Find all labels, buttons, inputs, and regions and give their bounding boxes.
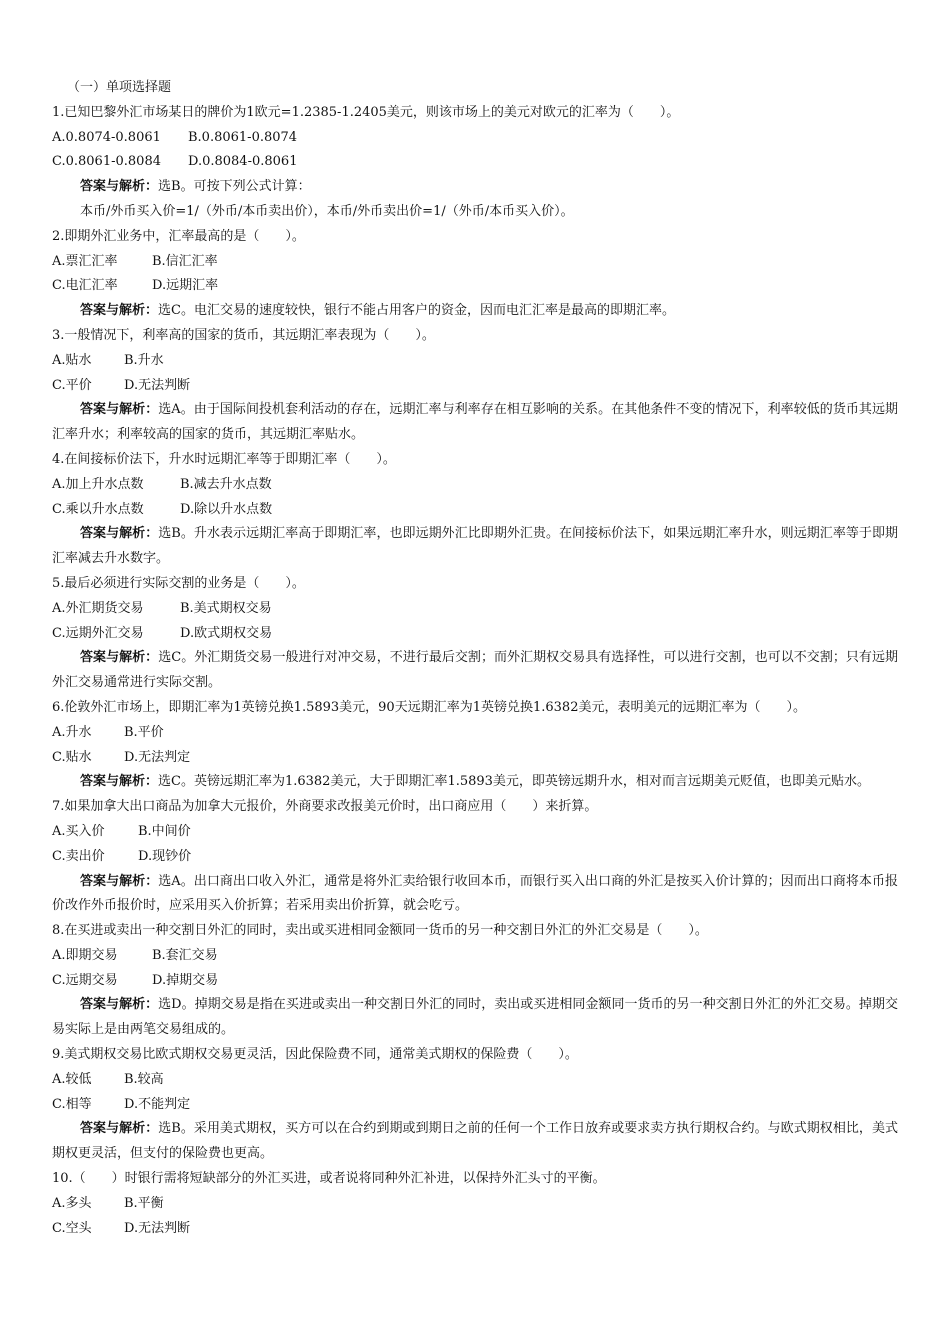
option-d: D.除以升水点数	[180, 501, 273, 517]
question-block	[52, 101, 898, 225]
options-row	[52, 126, 898, 151]
options-row	[52, 746, 898, 771]
option-d: D.0.8084-0.8061	[188, 154, 298, 170]
answer-label: 答案与解析：	[80, 873, 159, 889]
option-b: B.减去升水点数	[180, 476, 272, 492]
answer-label: 答案与解析：	[80, 402, 159, 418]
question-block	[52, 324, 898, 448]
option-b: B.较高	[124, 1071, 164, 1087]
question-text: 9.美式期权交易比欧式期权交易更灵活，因此保险费不同，通常美式期权的保险费（ ）。	[52, 1047, 578, 1063]
option-b: B.美式期权交易	[180, 600, 272, 616]
answer-label: 答案与解析：	[80, 179, 159, 195]
question-text: 2.即期外汇业务中，汇率最高的是（ ）。	[52, 228, 305, 244]
analysis-text: 选B。采用美式期权，买方可以在合约到期或到期日之前的任何一个工作日放弃或要求卖方执行期权合约。与欧式期权相比，美式期权更灵活，但支付的保险费也更高。	[52, 1121, 898, 1162]
options-row	[52, 473, 898, 498]
question-text: 4.在间接标价法下，升水时远期汇率等于即期汇率（ ）。	[52, 451, 396, 467]
option-c: C.相等	[52, 1096, 92, 1112]
answer-analysis	[52, 993, 898, 1043]
answer-analysis	[52, 175, 898, 200]
analysis-text: 选C。英镑远期汇率为1.6382美元，大于即期汇率1.5893美元，即英镑远期升水，相对而言远期美元贬值，也即美元贴水。	[158, 774, 870, 790]
option-a: A.0.8074-0.8061	[52, 129, 161, 145]
option-a: A.较低	[52, 1071, 92, 1087]
option-c: C.卖出价	[52, 848, 105, 864]
question-text: 6.伦敦外汇市场上，即期汇率为1英镑兑换1.5893美元，90天远期汇率为1英镑兑换1.6382美元，表明美元的远期汇率为（ ）。	[52, 699, 806, 715]
question-text: 3.一般情况下，利率高的国家的货币，其远期汇率表现为（ ）。	[52, 327, 435, 343]
options-row	[52, 1093, 898, 1118]
option-a: A.买入价	[52, 823, 105, 839]
option-c: C.贴水	[52, 749, 92, 765]
question-text: 8.在买进或卖出一种交割日外汇的同时，卖出或买进相同金额同一货币的另一种交割日外汇的外汇交易是（ ）。	[52, 923, 708, 939]
option-a: A.票汇汇率	[52, 253, 118, 269]
answer-analysis	[52, 299, 898, 324]
option-b: B.0.8061-0.8074	[188, 129, 298, 145]
question-block	[52, 1167, 898, 1241]
answer-label: 答案与解析：	[80, 1121, 159, 1137]
analysis-text: 选B。升水表示远期汇率高于即期汇率，也即远期外汇比即期外汇贵。在间接标价法下，如果远期汇率升水，则远期汇率等于即期汇率减去升水数字。	[52, 526, 898, 567]
formula-text: 本币/外币买入价=1/（外币/本币卖出价），本币/外币卖出价=1/（外币/本币买入价）。	[80, 203, 574, 219]
option-d: D.无法判断	[124, 1220, 191, 1236]
analysis-text: 选C。外汇期货交易一般进行对冲交易，不进行最后交割；而外汇期权交易具有选择性，可以进行交割，也可以不交割；只有远期外汇交易通常进行实际交割。	[52, 650, 898, 691]
analysis-text: 选D。掉期交易是指在买进或卖出一种交割日外汇的同时，卖出或买进相同金额同一货币的另一种交割日外汇的外汇交易。掉期交易实际上是由两笔交易组成的。	[52, 997, 898, 1038]
section-title: （一）单项选择题	[67, 80, 172, 95]
question-block	[52, 696, 898, 795]
analysis-text: 选B。可按下列公式计算：	[158, 179, 311, 195]
options-row	[52, 969, 898, 994]
option-c: C.乘以升水点数	[52, 501, 144, 517]
answer-analysis	[52, 870, 898, 920]
question-text: 10.（ ）时银行需将短缺部分的外汇买进，或者说将同种外汇补进，以保持外汇头寸的平衡。	[52, 1171, 606, 1187]
option-c: C.远期交易	[52, 972, 118, 988]
analysis-text: 选A。由于国际间投机套利活动的存在，远期汇率与利率存在相互影响的关系。在其他条件不变的情况下，利率较低的货币其远期汇率升水；利率较高的国家的货币，其远期汇率贴水。	[52, 402, 898, 443]
options-row	[52, 944, 898, 969]
answer-analysis	[52, 646, 898, 696]
answer-label: 答案与解析：	[80, 997, 159, 1013]
options-row	[52, 150, 898, 175]
options-row	[52, 349, 898, 374]
option-c: C.电汇汇率	[52, 278, 118, 294]
answer-label: 答案与解析：	[80, 650, 159, 666]
analysis-text: 选A。出口商出口收入外汇，通常是将外汇卖给银行收回本币，而银行买入出口商的外汇是按买入价计算的；因而出口商将本币报价改作外币报价时，应采用买入价折算；若采用卖出价折算，就会吃亏。	[52, 873, 898, 914]
option-d: D.远期汇率	[152, 278, 219, 294]
options-row	[52, 597, 898, 622]
answer-analysis	[52, 398, 898, 448]
question-block	[52, 225, 898, 324]
question-block	[52, 795, 898, 919]
options-row	[52, 1192, 898, 1217]
option-d: D.现钞价	[138, 848, 192, 864]
options-row	[52, 721, 898, 746]
option-d: D.欧式期权交易	[180, 625, 273, 641]
question-text: 1.已知巴黎外汇市场某日的牌价为1欧元=1.2385-1.2405美元，则该市场上的美元对欧元的汇率为（ ）。	[52, 104, 680, 120]
options-row	[52, 274, 898, 299]
options-row	[52, 250, 898, 275]
answer-analysis	[52, 1117, 898, 1167]
answer-analysis	[52, 522, 898, 572]
question-block	[52, 919, 898, 1043]
options-row	[52, 374, 898, 399]
options-row	[52, 1068, 898, 1093]
options-row	[52, 1217, 898, 1242]
option-a: A.贴水	[52, 352, 92, 368]
option-b: B.中间价	[138, 823, 191, 839]
options-row	[52, 845, 898, 870]
option-a: A.升水	[52, 724, 92, 740]
option-b: B.平价	[124, 724, 164, 740]
option-a: A.多头	[52, 1195, 92, 1211]
option-a: A.即期交易	[52, 947, 118, 963]
option-b: B.平衡	[124, 1195, 164, 1211]
option-d: D.无法判定	[124, 749, 191, 765]
answer-label: 答案与解析：	[80, 303, 159, 319]
option-a: A.加上升水点数	[52, 476, 144, 492]
question-block	[52, 572, 898, 696]
question-text: 7.如果加拿大出口商品为加拿大元报价，外商要求改报美元价时，出口商应用（ ）来折算。	[52, 799, 598, 815]
option-d: D.无法判断	[124, 377, 191, 393]
question-block	[52, 1043, 898, 1167]
options-row	[52, 820, 898, 845]
question-block	[52, 448, 898, 572]
answer-analysis	[52, 770, 898, 795]
options-row	[52, 498, 898, 523]
option-c: C.平价	[52, 377, 92, 393]
analysis-text: 选C。电汇交易的速度较快，银行不能占用客户的资金，因而电汇汇率是最高的即期汇率。	[158, 303, 675, 319]
option-b: B.套汇交易	[152, 947, 218, 963]
answer-label: 答案与解析：	[80, 774, 159, 790]
option-a: A.外汇期货交易	[52, 600, 144, 616]
option-b: B.信汇汇率	[152, 253, 218, 269]
option-d: D.掉期交易	[152, 972, 219, 988]
option-c: C.空头	[52, 1220, 92, 1236]
options-row	[52, 622, 898, 647]
option-c: C.远期外汇交易	[52, 625, 144, 641]
option-d: D.不能判定	[124, 1096, 191, 1112]
option-c: C.0.8061-0.8084	[52, 154, 161, 170]
question-text: 5.最后必须进行实际交割的业务是（ ）。	[52, 575, 305, 591]
answer-label: 答案与解析：	[80, 526, 159, 542]
option-b: B.升水	[124, 352, 164, 368]
